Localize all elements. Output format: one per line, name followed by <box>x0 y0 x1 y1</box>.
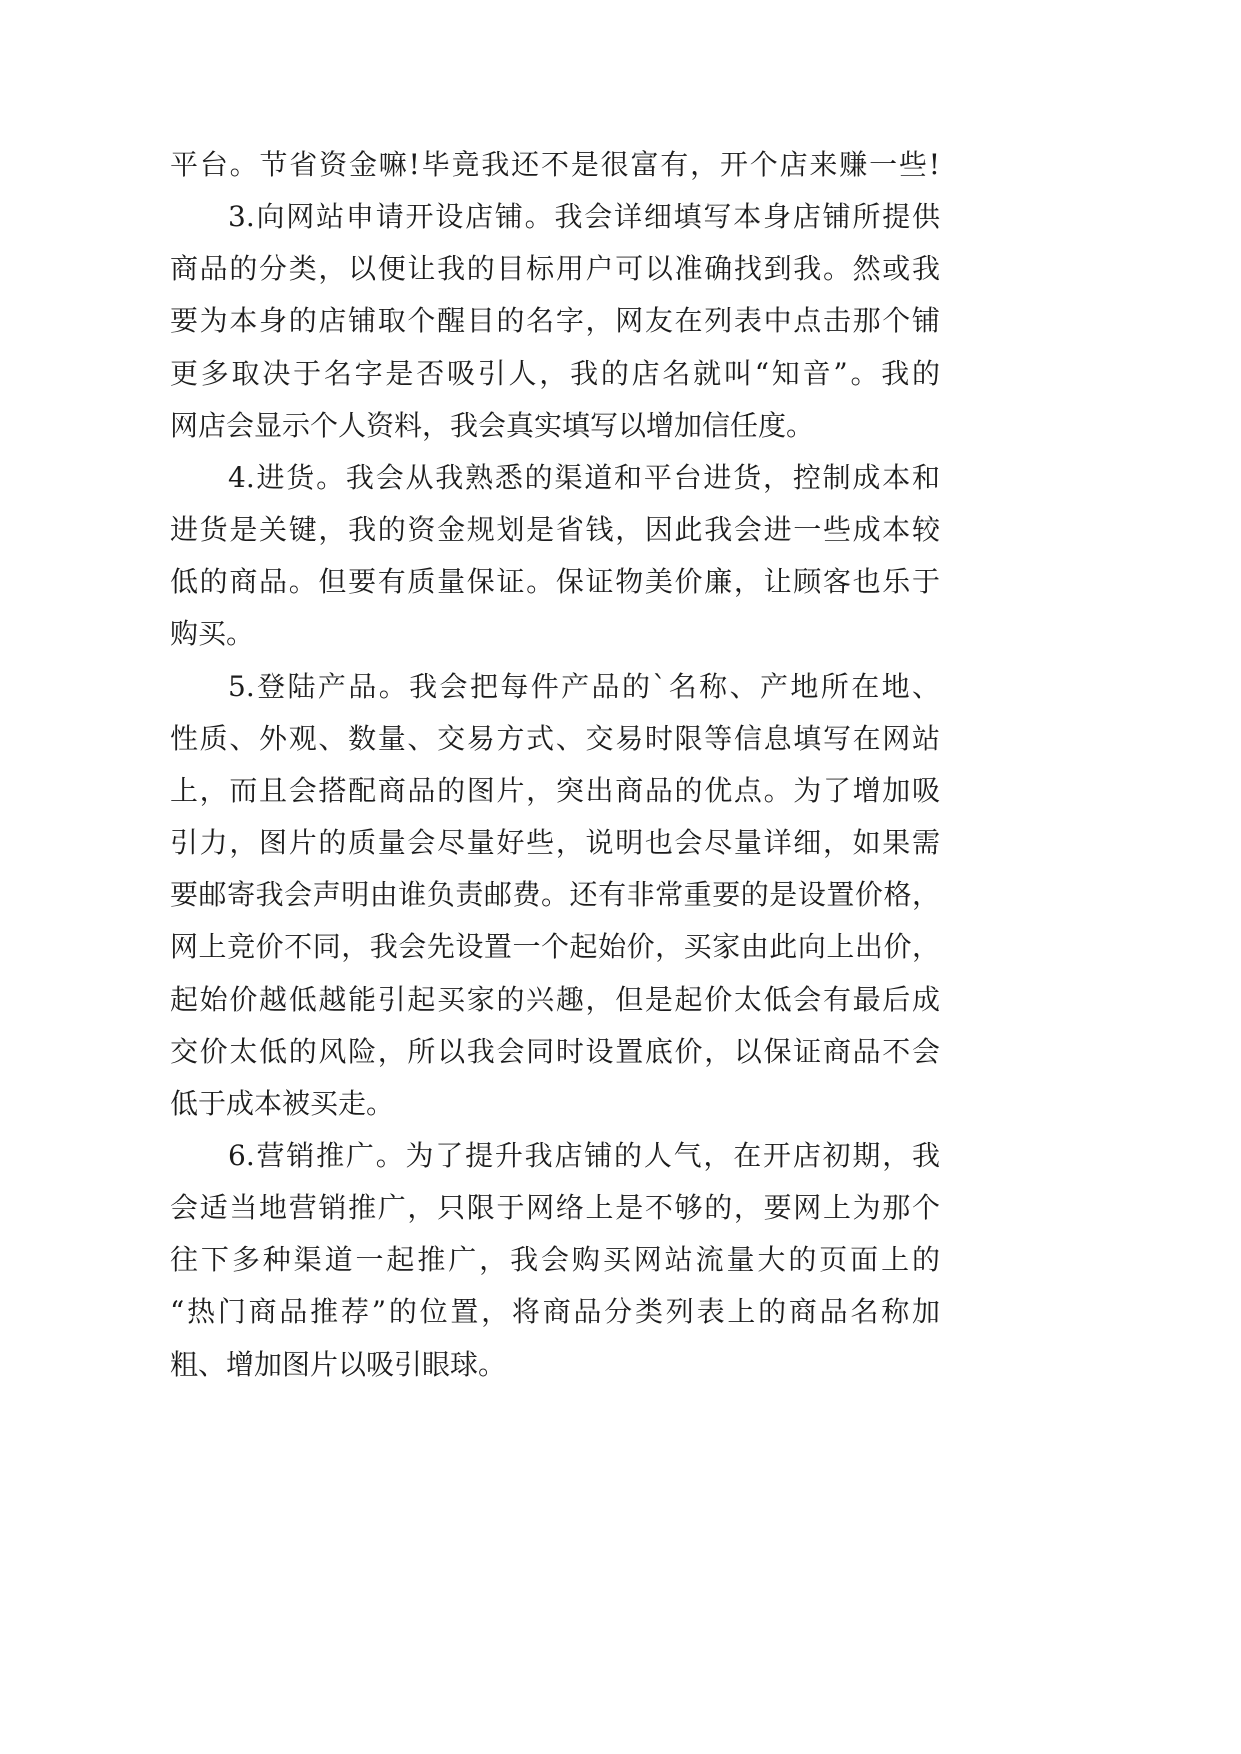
paragraph-6-marketing <box>170 1130 940 1391</box>
text-line: 引力，图片的质量会尽量好些，说明也会尽量详细，如果需 <box>170 826 940 860</box>
paragraph-3-open-store <box>170 191 940 452</box>
text-line: 更多取决于名字是否吸引人，我的店名就叫“知音”。我的 <box>170 356 940 390</box>
text-line: 购买。 <box>170 617 255 651</box>
text-line: 粗、增加图片以吸引眼球。 <box>170 1347 507 1381</box>
text-line: 5.登陆产品。我会把每件产品的`名称、产地所在地、 <box>228 669 940 703</box>
text-line: 要为本身的店铺取个醒目的名字，网友在列表中点击那个铺 <box>170 304 940 338</box>
text-line: “热门商品推荐”的位置，将商品分类列表上的商品名称加 <box>170 1295 940 1329</box>
text-line: 4.进货。我会从我熟悉的渠道和平台进货，控制成本和 <box>228 460 940 494</box>
text-line: 进货是关键，我的资金规划是省钱，因此我会进一些成本较 <box>170 513 940 547</box>
paragraph-continuation <box>170 139 940 191</box>
text-line: 低于成本被买走。 <box>170 1086 395 1120</box>
text-line: 会适当地营销推广，只限于网络上是不够的，要网上为那个 <box>170 1191 940 1225</box>
text-line: 上，而且会搭配商品的图片，突出商品的优点。为了增加吸 <box>170 773 940 807</box>
text-line: 要邮寄我会声明由谁负责邮费。还有非常重要的是设置价格， <box>170 878 940 912</box>
text-line: 平台。节省资金嘛!毕竟我还不是很富有，开个店来赚一些! <box>170 148 940 181</box>
text-line: 商品的分类，以便让我的目标用户可以准确找到我。然或我 <box>170 252 940 286</box>
document-body <box>170 139 940 1391</box>
text-line: 往下多种渠道一起推广，我会购买网站流量大的页面上的 <box>170 1243 940 1277</box>
text-line: 网上竞价不同，我会先设置一个起始价，买家由此向上出价， <box>170 930 940 964</box>
text-line: 网店会显示个人资料，我会真实填写以增加信任度。 <box>170 408 815 442</box>
paragraph-5-listing-products <box>170 661 940 1130</box>
paragraph-4-purchasing <box>170 452 940 661</box>
text-line: 3.向网站申请开设店铺。我会详细填写本身店铺所提供 <box>228 200 940 234</box>
text-line: 低的商品。但要有质量保证。保证物美价廉，让顾客也乐于 <box>170 565 940 599</box>
text-line: 性质、外观、数量、交易方式、交易时限等信息填写在网站 <box>170 721 940 755</box>
text-line: 交价太低的风险，所以我会同时设置底价，以保证商品不会 <box>170 1034 940 1068</box>
text-line: 6.营销推广。为了提升我店铺的人气，在开店初期，我 <box>228 1138 940 1172</box>
text-line: 起始价越低越能引起买家的兴趣，但是起价太低会有最后成 <box>170 982 940 1016</box>
